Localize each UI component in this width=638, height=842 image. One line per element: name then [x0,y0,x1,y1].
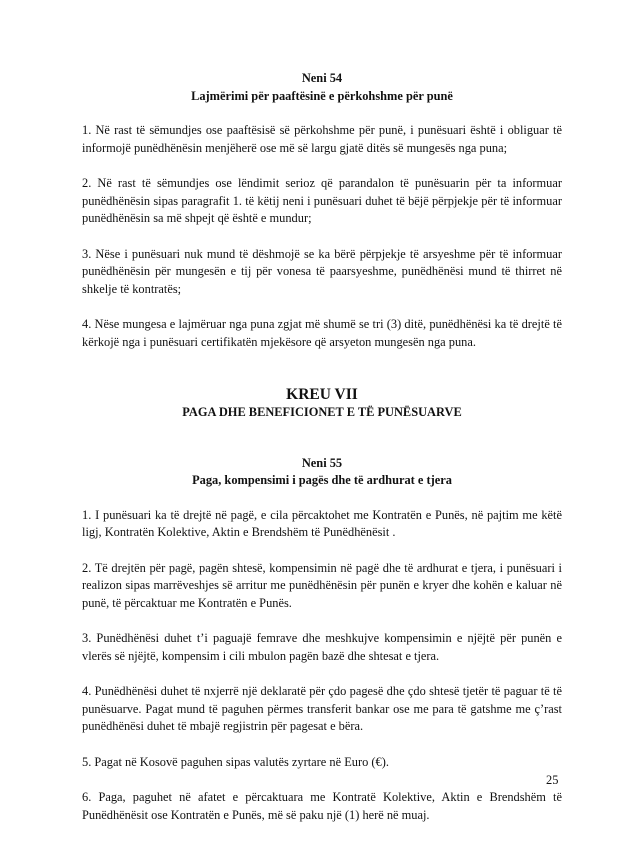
article-54-paragraph-1: 1. Në rast të sëmundjes ose paaftësisë së përkohshme për punë, i punësuari është i obliguar të informojë punëdhënësin menjëherë ose më së largu gjatë ditës së mungesës nga puna; [82,123,562,155]
article-54-paragraph-4: 4. Nëse mungesa e lajmëruar nga puna zgjat më shumë se tri (3) ditë, punëdhënësi ka të drejtë të kërkojë nga i punësuari certifikatën mjekësore që arsyeton mungesën nga puna. [82,317,562,349]
article-55-paragraph-4: 4. Punëdhënësi duhet të nxjerrë një deklaratë për çdo pagesë dhe çdo shtesë tjetër të paguar të të punësuarve. Pagat mund të paguhen përmes transferit bankar ose me para të gatshme me ç’rast punëdhënësi duhet të mbajë regjistrin për pagesat e bëra. [82,684,562,733]
article-54-paragraph-3: 3. Nëse i punësuari nuk mund të dëshmojë se ka bërë përpjekje të arsyeshme për të informuar punëdhënësin për mungesën e tij për vonesa të paarsyeshme, punëdhënësi mund të thirret në shkelje të kontratës; [82,246,562,296]
article-55-paragraph-3: 3. Punëdhënësi duhet t’i paguajë femrave dhe meshkujve kompensimin e njëjtë për punën e vlerës së njëjtë, kompensim i cili mbulon pagën bazë dhe shtesat e tjera. [82,631,562,663]
article-55-paragraph-1: 1. I punësuari ka të drejtë në pagë, e cila përcaktohet me Kontratën e Punës, në pajtim me këtë ligj, Kontratën Kolektive, Aktin e Brendshëm të Punëdhënësit . [82,507,562,539]
document-page [82,70,562,842]
article-55-paragraph-2: 2. Të drejtën për pagë, pagën shtesë, kompensimin në pagë dhe të ardhurat e tjera, i punësuari i realizon sipas marrëveshjes së arritur me punëdhënësin për punën e kryer dhe kohën e kaluar në punë, të përcaktuar me Kontratën e Punës. [82,560,562,610]
article-54-title: Lajmërimi për paaftësinë e përkohshme për punë [191,88,453,103]
article-55-paragraph-5: 5. Pagat në Kosovë paguhen sipas valutës zyrtare në Euro (€). [82,754,389,769]
article-54-paragraph-2: 2. Në rast të sëmundjes ose lëndimit serioz që parandalon të punësuarin për ta informuar punëdhënësin sipas paragrafit 1. të këtij neni i punësuari duhet të bëjë përpjekje për të informuar punëdhënësin sa më shpejt që është e mundur; [82,176,562,225]
article-55-paragraph-6: 6. Paga, paguhet në afatet e përcaktuara me Kontratë Kolektive, Aktin e Brendshëm të Punëdhënësit ose Kontratën e Punës, më së paku një (1) herë në muaj. [82,790,562,822]
article-54-number: Neni 54 [301,71,343,85]
article-55-number: Neni 55 [301,455,343,470]
chapter-title: KREU VII [286,386,358,403]
page-number: 25 [546,773,559,787]
chapter-subtitle: PAGA DHE BENEFICIONET E TË PUNËSUARVE [182,405,462,419]
article-55-title: Paga, kompensimi i pagës dhe të ardhurat e tjera [192,473,452,487]
